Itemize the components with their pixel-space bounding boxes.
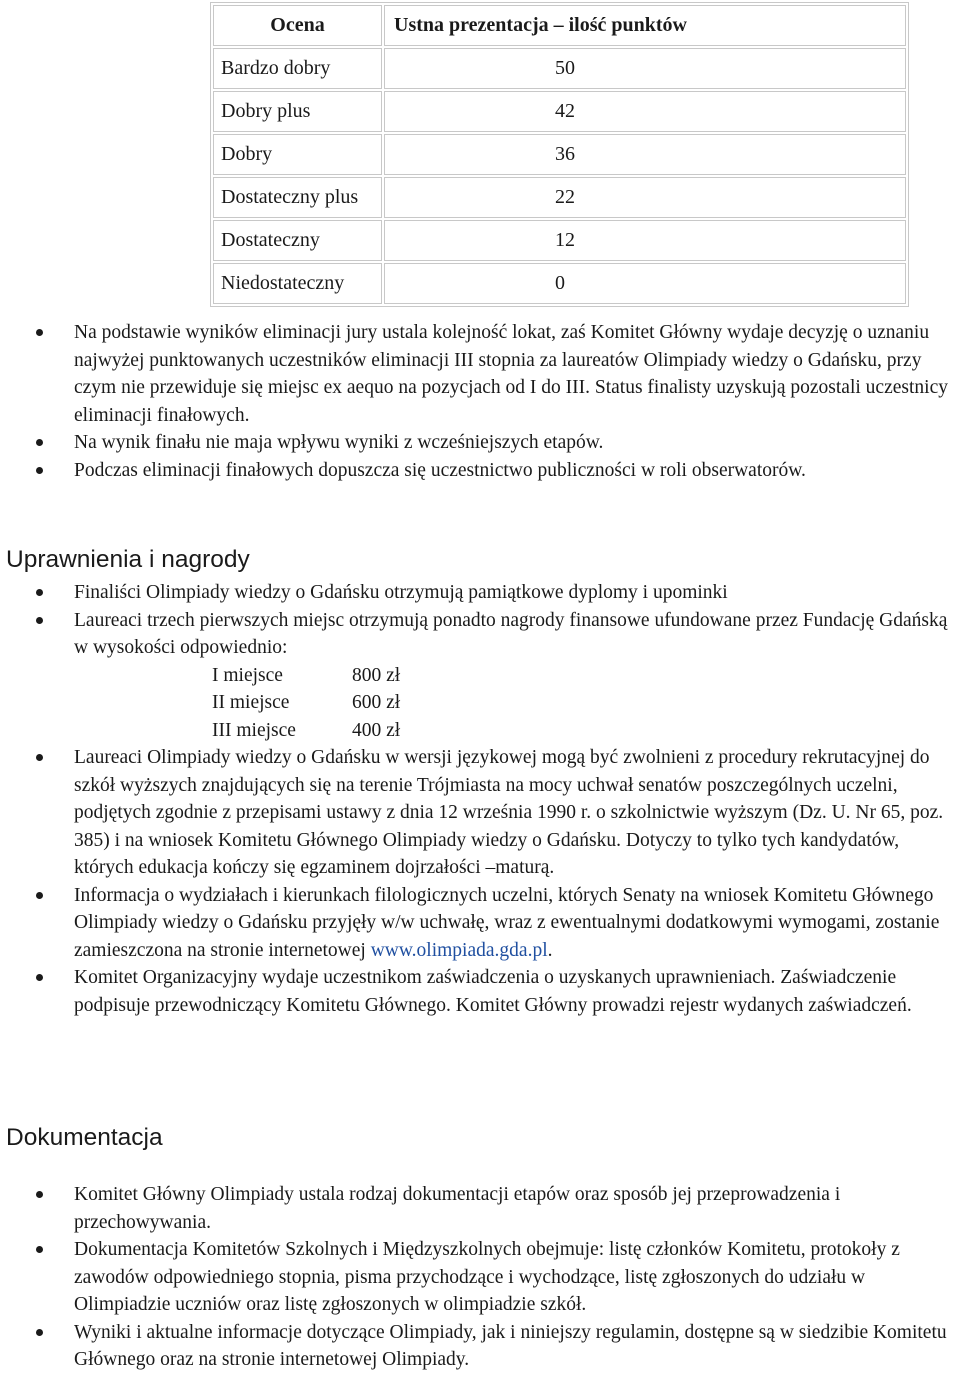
bullet-icon	[36, 892, 43, 899]
award-text: Informacja o wydziałach i kierunkach filologicznych uczelni, których Senaty na wniosek Komitetu Głównego Olimpiady wiedzy o Gdańsku przyjęły w/w uchwałę, wraz z ewentualnymi dodatkowymi wymogami, zostanie zamieszczona na stronie internetowej	[74, 884, 940, 961]
list-item	[0, 964, 960, 1019]
points-cell: 36	[384, 134, 906, 175]
points-cell: 12	[384, 220, 906, 261]
docs-heading: Dokumentacja	[6, 1124, 163, 1151]
list-item	[0, 607, 960, 745]
table-row	[213, 48, 906, 89]
list-item	[0, 744, 960, 882]
bullet-icon	[36, 1329, 43, 1336]
bullet-icon	[36, 467, 43, 474]
list-item	[0, 1236, 960, 1319]
rules-list	[0, 319, 960, 484]
award-text-tail: .	[547, 939, 553, 961]
list-item	[0, 429, 960, 457]
prize-amount: 800 zł	[352, 664, 401, 686]
grade-cell: Dobry	[213, 134, 382, 175]
prize-amount: 400 zł	[352, 719, 401, 741]
prize-place: I miejsce	[212, 664, 283, 686]
grade-cell: Dostateczny plus	[213, 177, 382, 218]
grade-cell: Bardzo dobry	[213, 48, 382, 89]
bullet-icon	[36, 1246, 43, 1253]
table-row	[213, 134, 906, 175]
olimpiada-link[interactable]: www.olimpiada.gda.pl	[370, 939, 548, 961]
table-row	[213, 177, 906, 218]
award-text: Laureaci trzech pierwszych miejsc otrzymują ponadto nagrody finansowe ufundowane przez Fundację Gdańską w wysokości odpowiednio:	[74, 609, 948, 658]
prize-place: II miejsce	[212, 692, 290, 713]
award-text: Komitet Organizacyjny wydaje uczestnikom zaświadczenia o uzyskanych uprawnieniach. Zaświadczenie podpisuje przewodniczący Komitetu Głównego. Komitet Główny prowadzi rejestr wydanych zaświadczeń.	[74, 967, 912, 1016]
award-text: Laureaci Olimpiady wiedzy o Gdańsku w wersji językowej mogą być zwolnieni z procedury rekrutacyjnej do szkół wyższych znajdujących się na terenie Trójmiasta na mocy uchwał senatów poszczególnych uczelni, podjętych zgodnie z przepisami ustawy z dnia 12 września 1990 r. o szkolnictwie wyższym (Dz. U. Nr 65, poz. 385) i na wniosek Komitetu Głównego Olimpiady wiedzy o Gdańsku. Dotyczy to tylko tych kandydatów, których edukacja kończy się egzaminem dojrzałości –maturą.	[74, 747, 944, 878]
table-row	[213, 91, 906, 132]
rule-text: Podczas eliminacji finałowych dopuszcza się uczestnictwo publiczności w roli obserwatorów.	[74, 459, 806, 481]
bullet-icon	[36, 617, 43, 624]
prize-place: III miejsce	[212, 719, 296, 741]
grades-table	[210, 2, 909, 307]
award-text: Finaliści Olimpiady wiedzy o Gdańsku otrzymują pamiątkowe dyplomy i upominki	[74, 582, 728, 603]
awards-list	[0, 579, 960, 1019]
prize-amount: 600 zł	[352, 692, 401, 713]
bullet-icon	[36, 974, 43, 981]
docs-list	[0, 1181, 960, 1374]
doc-text: Wyniki i aktualne informacje dotyczące Olimpiady, jak i niniejszy regulamin, dostępne są w siedzibie Komitetu Głównego oraz na stronie internetowej Olimpiady.	[74, 1321, 947, 1370]
bullet-icon	[36, 1191, 43, 1198]
bullet-icon	[36, 754, 43, 761]
bullet-icon	[36, 329, 43, 336]
points-cell: 50	[384, 48, 906, 89]
rule-text: Na podstawie wyników eliminacji jury ustala kolejność lokat, zaś Komitet Główny wydaje decyzję o uznaniu najwyżej punktowanych uczestników eliminacji III stopnia za laureatów Olimpiady wiedzy o Gdańsku, przy czym nie przewiduje się miejsc ex aequo na pozycjach od I do III. Status finalisty uzyskują pozostali uczestnicy eliminacji finałowych.	[74, 322, 948, 426]
table-row	[213, 220, 906, 261]
list-item	[0, 319, 960, 429]
points-cell: 22	[384, 177, 906, 218]
list-item	[0, 1319, 960, 1374]
bullet-icon	[36, 439, 43, 446]
list-item	[0, 1181, 960, 1236]
awards-heading: Uprawnienia i nagrody	[6, 546, 250, 573]
points-cell: 0	[384, 263, 906, 304]
table-row	[213, 263, 906, 304]
list-item	[0, 457, 960, 485]
grade-cell: Dobry plus	[213, 91, 382, 132]
list-item	[0, 882, 960, 965]
grade-cell: Niedostateczny	[213, 263, 382, 304]
doc-text: Dokumentacja Komitetów Szkolnych i Międzyszkolnych obejmuje: listę członków Komitetu, protokoły z zawodów odpowiedniego stopnia, pisma przychodzące i wychodzące, listę zgłoszonych do udziału w Olimpiadzie uczniów oraz listę zgłoszonych w olimpiadzie szkół.	[74, 1239, 900, 1315]
table-header-row	[213, 5, 906, 46]
rule-text: Na wynik finału nie maja wpływu wyniki z wcześniejszych etapów.	[74, 432, 604, 453]
doc-text: Komitet Główny Olimpiady ustala rodzaj dokumentacji etapów oraz sposób jej przeprowadzenia i przechowywania.	[74, 1184, 841, 1233]
prize-table	[212, 662, 960, 745]
header-grade: Ocena	[213, 5, 382, 46]
list-item	[0, 579, 960, 607]
header-points: Ustna prezentacja – ilość punktów	[384, 5, 906, 46]
bullet-icon	[36, 589, 43, 596]
points-cell: 42	[384, 91, 906, 132]
grade-cell: Dostateczny	[213, 220, 382, 261]
